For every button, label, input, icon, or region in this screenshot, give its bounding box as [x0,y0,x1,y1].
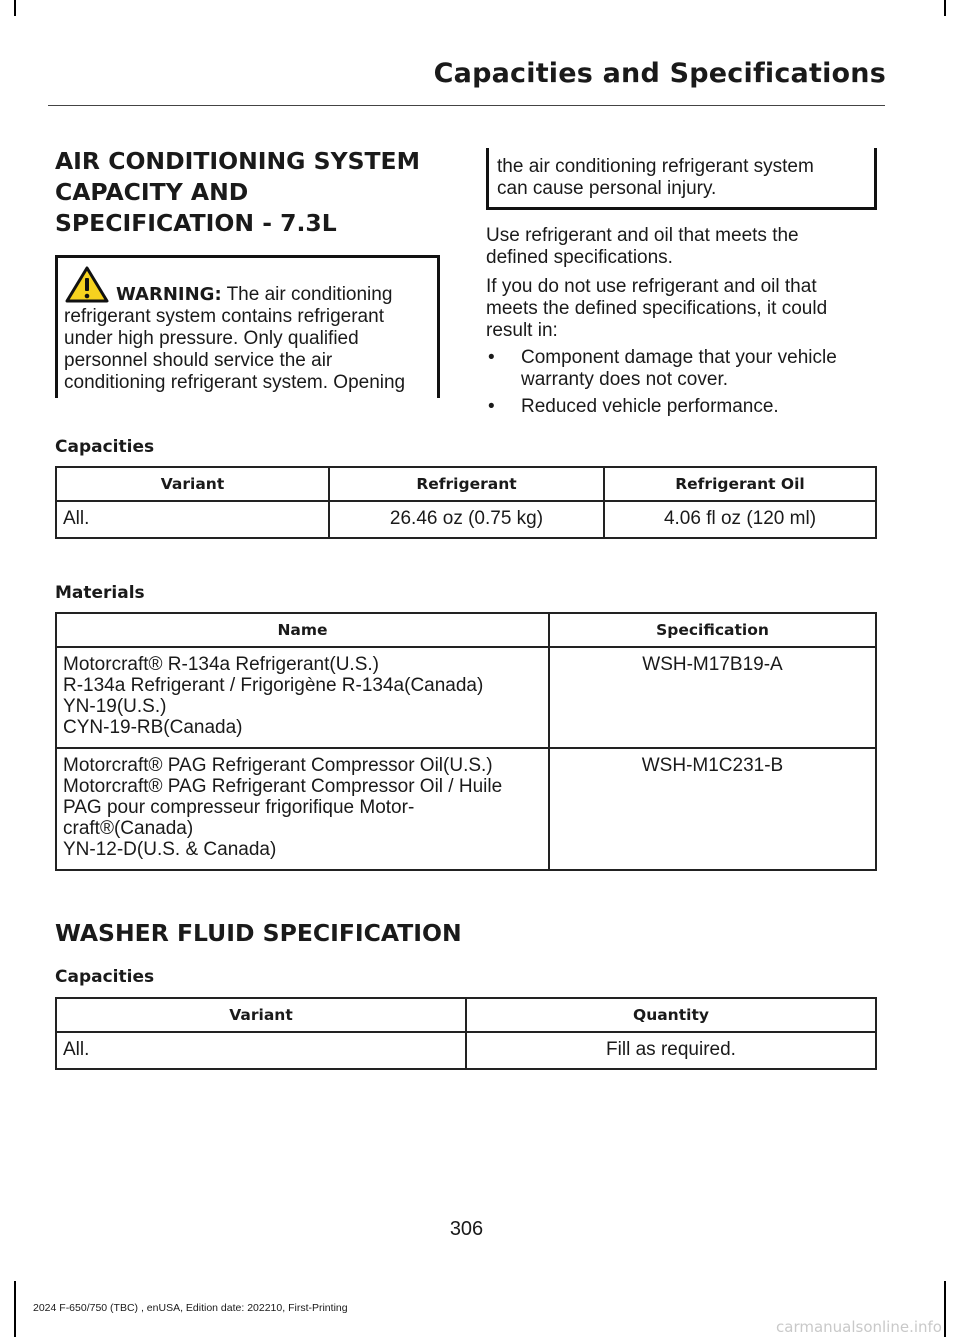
page-number: 306 [449,1218,484,1240]
warning-line-5: conditioning refrigerant system. Opening [64,372,406,393]
column-header-refrigerant: Refrigerant [329,467,604,501]
ac-title-line-3: SPECIFICATION - 7.3L [55,209,337,237]
warning-first-line: WARNING: The air conditioning [116,284,393,305]
watermark: carmanualsonline.info [776,1318,942,1336]
table-row [56,748,876,870]
page-header-title: Capacities and Specifications [433,58,886,89]
warning-line-2: refrigerant system contains refrigerant [64,306,384,327]
para1-line-1: Use refrigerant and oil that meets the [486,225,799,246]
cell-quantity: Fill as required. [466,1032,876,1069]
warning-line-4: personnel should service the air [64,350,333,371]
table-header-row [56,467,876,501]
column-header-variant: Variant [56,998,466,1032]
material-2-line-3: PAG pour compresseur frigorifique Motor- [63,797,415,818]
bullet-1-line-1: Component damage that your vehicle [521,347,837,368]
column-header-quantity: Quantity [466,998,876,1032]
para2-line-3: result in: [486,320,558,341]
material-1-line-3: YN-19(U.S.) [63,696,167,717]
crop-mark-bottom-right [944,1281,946,1337]
ac-title-line-2: CAPACITY AND [55,178,249,206]
material-1-line-2: R-134a Refrigerant / Frigorigène R-134a(Canada) [63,675,484,696]
cell-name [56,748,549,870]
column-header-variant: Variant [56,467,329,501]
washer-capacities-heading: Capacities [55,967,155,987]
cell-specification: WSH-M17B19-A [549,647,876,748]
warning-text [64,284,433,394]
warning-triangle-icon [65,266,109,304]
cell-refrigerant-oil: 4.06 fl oz (120 ml) [604,501,876,538]
table-row [56,647,876,748]
crop-mark-top-right [944,0,946,16]
material-2-line-1: Motorcraft® PAG Refrigerant Compressor Oil(U.S.) [63,755,493,776]
washer-section-title: WASHER FLUID SPECIFICATION [55,919,462,947]
material-1-line-1: Motorcraft® R-134a Refrigerant(U.S.) [63,654,379,675]
bullet-item [486,396,881,418]
paragraph-consequences [486,276,881,342]
bullet-1-line-2: warranty does not cover. [521,369,728,390]
washer-capacities-table [55,997,877,1070]
column-header-specification: Specification [549,613,876,647]
header-rule [48,105,885,106]
table-row [56,501,876,538]
materials-heading: Materials [55,583,145,603]
materials-table [55,612,877,871]
ac-capacities-heading: Capacities [55,437,155,457]
table-header-row [56,613,876,647]
footer-edition: 2024 F-650/750 (TBC) , enUSA, Edition date: 202210, First-Printing [33,1302,348,1314]
table-header-row [56,998,876,1032]
material-2-line-5: YN-12-D(U.S. & Canada) [63,839,277,860]
material-2-line-2: Motorcraft® PAG Refrigerant Compressor Oil / Huile [63,776,503,797]
ac-title-line-1: AIR CONDITIONING SYSTEM [55,147,420,175]
warning-continued-box [486,148,877,210]
material-1-line-4: CYN-19-RB(Canada) [63,717,243,738]
para2-line-1: If you do not use refrigerant and oil that [486,276,817,297]
para2-line-2: meets the defined specifications, it could [486,298,828,319]
bullet-2-line-1: Reduced vehicle performance. [521,396,779,417]
crop-mark-top-left [14,0,16,16]
crop-mark-bottom-left [14,1281,16,1337]
para1-line-2: defined specifications. [486,247,673,268]
column-header-refrigerant-oil: Refrigerant Oil [604,467,876,501]
cell-specification: WSH-M1C231-B [549,748,876,870]
cell-refrigerant: 26.46 oz (0.75 kg) [329,501,604,538]
cell-variant: All. [56,501,329,538]
warning-line-3: under high pressure. Only qualified [64,328,359,349]
bullet-item [486,347,881,391]
column-header-name: Name [56,613,549,647]
warning-label: WARNING: [116,284,222,305]
cell-variant: All. [56,1032,466,1069]
cell-name [56,647,549,748]
paragraph-refrigerant-spec [486,225,881,269]
warning-box [55,255,440,398]
table-row [56,1032,876,1069]
bullet-dot: • [488,396,495,417]
ac-capacities-table [55,466,877,539]
material-2-line-4: craft®(Canada) [63,818,194,839]
warning-continued-line-2: can cause personal injury. [497,178,717,199]
bullet-dot: • [488,347,495,368]
warning-continued-line-1: the air conditioning refrigerant system [497,156,814,177]
ac-section-title [55,146,420,239]
